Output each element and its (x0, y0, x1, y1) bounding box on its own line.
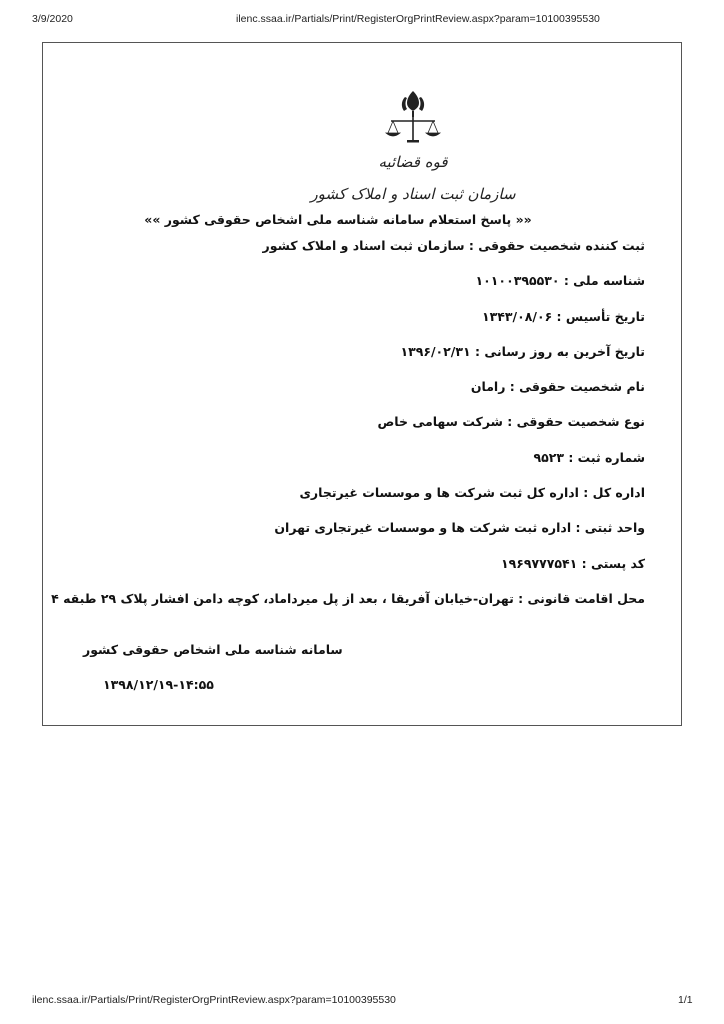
field-establishment-date: تاریخ تأسیس : ۱۳۴۳/۰۸/۰۶ (482, 308, 645, 324)
field-entity-type: نوع شخصیت حقوقی : شرکت سهامی خاص (377, 414, 645, 430)
svg-text:سازمان ثبت اسناد و املاک کشور: سازمان ثبت اسناد و املاک کشور (310, 185, 516, 203)
print-header-url: ilenc.ssaa.ir/Partials/Print/RegisterOrgPrintReview.aspx?param=10100395530 (236, 13, 600, 25)
svg-text:قوه قضائیه: قوه قضائیه (378, 153, 448, 171)
field-postal-code: کد پستی : ۱۹۶۹۷۷۷۵۴۱ (500, 555, 645, 571)
print-footer-url: ilenc.ssaa.ir/Partials/Print/RegisterOrgPrintReview.aspx?param=10100395530 (32, 994, 396, 1006)
field-last-update: تاریخ آخرین به روز رسانی : ۱۳۹۶/۰۲/۳۱ (400, 343, 645, 359)
document-title: «« پاسخ استعلام سامانه شناسه ملی اشخاص حقوقی کشور »» (144, 212, 532, 227)
print-header-date: 3/9/2020 (32, 13, 73, 25)
field-registrar: ثبت کننده شخصیت حقوقی : سازمان ثبت اسناد و املاک کشور (262, 238, 645, 253)
field-national-id: شناسه ملی : ۱۰۱۰۰۳۹۵۵۳۰ (475, 273, 645, 289)
field-registration-number: شماره ثبت : ۹۵۲۳ (533, 449, 645, 465)
registration-fields (51, 236, 645, 624)
field-legal-address: محل اقامت قانونی : تهران-خیابان آفریقا ، بعد از پل میرداماد، کوچه دامن افشار پلاک ۲۹ طبقه ۴ (51, 590, 645, 606)
field-entity-name: نام شخصیت حقوقی : رامان (470, 379, 645, 395)
issue-datetime: ۱۳۹۸/۱۲/۱۹-۱۴:۵۵ (103, 677, 214, 692)
field-registration-unit: واحد ثبتی : اداره ثبت شرکت ها و موسسات غیرتجاری تهران (274, 520, 645, 536)
document-frame (42, 42, 682, 726)
print-footer-page: 1/1 (678, 994, 693, 1006)
system-name: سامانه شناسه ملی اشخاص حقوقی کشور (83, 642, 343, 657)
field-general-office: اداره کل : اداره کل ثبت شرکت ها و موسسات غیرتجاری (299, 485, 645, 501)
iran-emblem-icon (386, 91, 440, 143)
